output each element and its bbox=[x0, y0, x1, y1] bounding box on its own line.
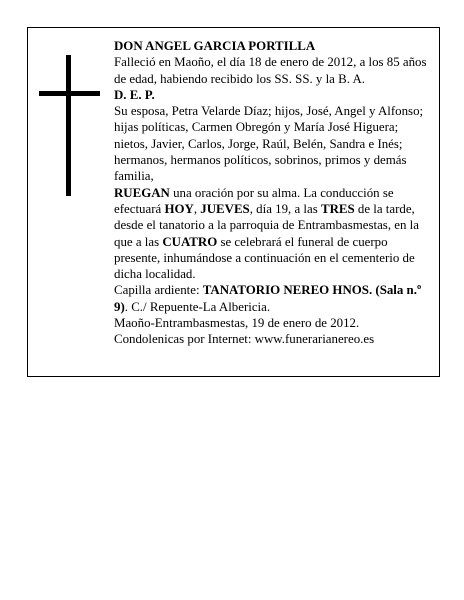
obituary-notice bbox=[27, 27, 440, 377]
family-list: Su esposa, Petra Velarde Díaz; hijos, José, Angel y Alfonso; hijas políticas, Carmen Obregón y María José Higuera; nietos, Javier, Carlos, Jorge, Raúl, Belén, Sandra e Inés; hermanos, hermanos políticos, sobrinos, primos y demás familia, bbox=[114, 104, 424, 184]
chapel-info bbox=[114, 282, 432, 315]
deceased-name: DON ANGEL GARCIA PORTILLA bbox=[114, 39, 316, 53]
funeral-details bbox=[114, 185, 432, 283]
funeral-comma: , bbox=[193, 201, 201, 216]
place-and-date: Maoño-Entrambasmestas, 19 de enero de 2012. bbox=[114, 316, 360, 331]
funeral-text-3: de la tarde, desde el tanatorio a la parroquia de Entrambasmestas, en la que a las bbox=[114, 201, 419, 249]
funeral-text-1: una oración por su alma. La conducción se efectuará bbox=[114, 185, 394, 216]
cuatro-word: CUATRO bbox=[162, 234, 218, 249]
condolences-line: Condolenicas por Internet: www.funerarianereo.es bbox=[114, 332, 375, 347]
funeral-text-2: , día 19, a las bbox=[249, 201, 321, 216]
funeral-text-4: se celebrará el funeral de cuerpo presente, inhumándose a continuación en el cementerio de dicha localidad. bbox=[114, 234, 415, 282]
cross-vertical-bar bbox=[66, 55, 71, 196]
jueves-word: JUEVES bbox=[200, 201, 250, 216]
hoy-word: HOY bbox=[164, 201, 194, 216]
notice-text bbox=[114, 38, 432, 348]
death-statement: Falleció en Maoño, el día 18 de enero de 2012, a los 85 años de edad, habiendo recibido los SS. SS. y la B. A. bbox=[114, 55, 427, 86]
rest-in-peace: D. E. P. bbox=[114, 87, 155, 102]
cross-horizontal-bar bbox=[39, 91, 100, 96]
chapel-label: Capilla ardiente: bbox=[114, 283, 203, 298]
tres-word: TRES bbox=[320, 201, 355, 216]
ruegan-word: RUEGAN bbox=[114, 185, 170, 200]
chapel-name: TANATORIO NEREO HNOS. (Sala n.º 9) bbox=[114, 283, 422, 314]
chapel-address: . C./ Repuente-La Albericia. bbox=[124, 299, 271, 314]
